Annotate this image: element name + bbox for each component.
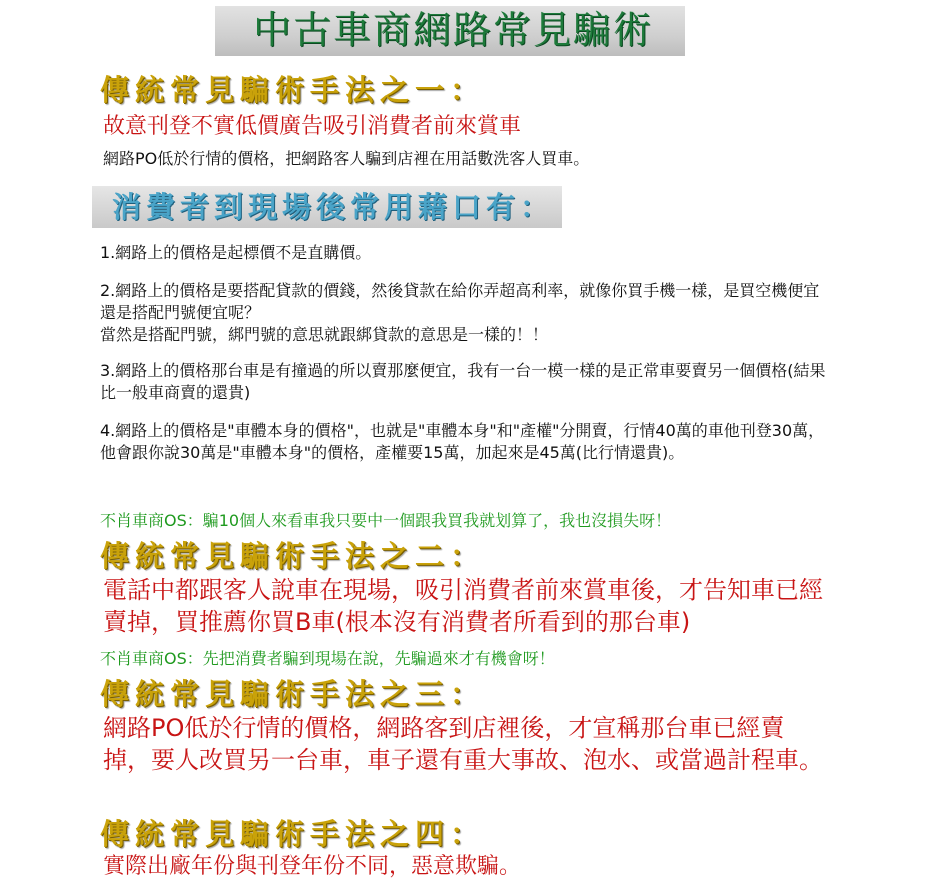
excuse-item-2: 2.網路上的價格是要搭配貸款的價錢，然後貸款在給你弄超高利率，就像你買手機一樣，是買空機便宜還是搭配門號便宜呢？ xyxy=(100,281,820,322)
method-1-summary: 故意刊登不實低價廣告吸引消費者前來賞車 xyxy=(103,114,522,139)
method-1-detail: 網路PO低於行情的價格，把網路客人騙到店裡在用話數洗客人買車。 xyxy=(103,149,590,168)
excuse-item-2-note: 當然是搭配門號，綁門號的意思就跟綁貸款的意思是一樣的！！ xyxy=(100,325,549,344)
excuse-item-4: 4.網路上的價格是"車體本身的價格"，也就是"車體本身"和"產權"分開賣，行情40萬的車他刊登30萬，他會跟你說30萬是"車體本身"的價格，產權要15萬，加起來是45萬(比行情還貴)。 xyxy=(100,421,825,462)
dealer-os-1: 不肖車商OS：騙10個人來看車我只要中一個跟我買我就划算了，我也沒損失呀！ xyxy=(100,511,672,530)
dealer-os-2: 不肖車商OS：先把消費者騙到現場在說，先騙過來才有機會呀！ xyxy=(100,649,555,668)
method-4-heading: 傳統常見騙術手法之四： xyxy=(100,817,486,851)
method-4-summary: 實際出廠年份與刊登年份不同，惡意欺騙。 xyxy=(103,854,522,879)
excuse-item-1: 1.網路上的價格是起標價不是直購價。 xyxy=(100,243,372,262)
method-3-summary: 網路PO低於行情的價格，網路客到店裡後，才宣稱那台車已經賣掉，要人改買另一台車，車子還有重大事故、泡水、或當過計程車。 xyxy=(103,714,823,774)
method-1-heading: 傳統常見騙術手法之一： xyxy=(100,73,486,107)
page-title: 中古車商網路常見騙術 xyxy=(252,8,653,52)
excuses-heading: 消費者到現場後常用藉口有： xyxy=(112,190,555,224)
excuse-item-3: 3.網路上的價格那台車是有撞過的所以賣那麼便宜，我有一台一模一樣的是正常車要賣另一個價格(結果比一般車商賣的還貴) xyxy=(100,361,826,402)
method-3-heading: 傳統常見騙術手法之三： xyxy=(100,677,486,711)
method-2-heading: 傳統常見騙術手法之二： xyxy=(100,539,486,573)
method-2-summary: 電話中都跟客人說車在現場，吸引消費者前來賞車後，才告知車已經賣掉，買推薦你買B車(根本沒有消費者所看到的那台車) xyxy=(103,576,823,636)
